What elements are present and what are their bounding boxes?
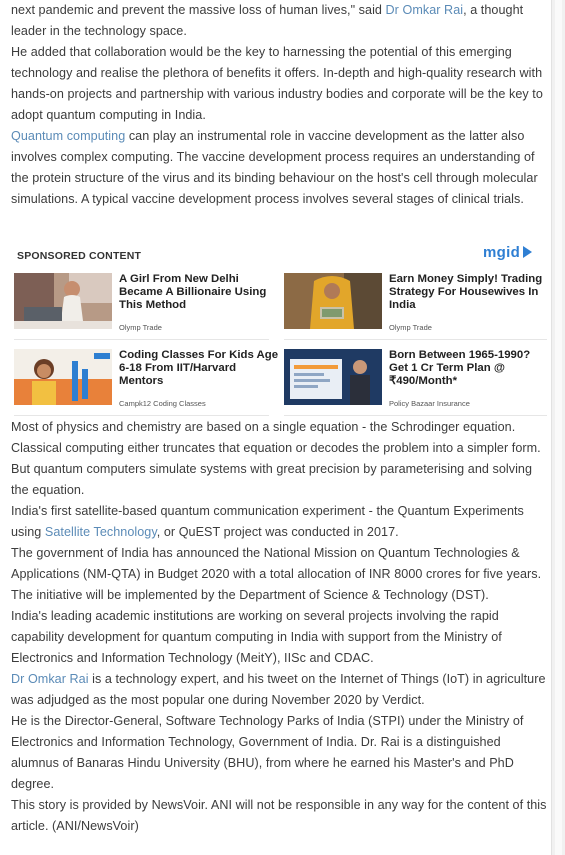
divider (14, 415, 269, 416)
woman-laptop-thumbnail (14, 273, 112, 329)
omkar-rai-link[interactable]: Dr Omkar Rai (11, 672, 89, 686)
kids-coding-thumbnail (14, 349, 112, 405)
paragraph: next pandemic and prevent the massive loss of human lives," said Dr Omkar Rai, a thought leader in the technology space. (11, 3, 524, 38)
paragraph: India's leading academic institutions are working on several projects involving the rapid capability development for quantum computing in India with support from the Ministry of Electronics and Information Technology (MeitY), IISc and CDAC. (11, 609, 502, 665)
paragraph: The government of India has announced the National Mission on Quantum Technologies & Applications (NM-QTA) in Budget 2020 with a total allocation of INR 8000 crores for five years. The initiative will be implemented by the Department of Science & Technology (DST). (11, 546, 542, 602)
sponsored-card[interactable] (284, 349, 549, 413)
card-title[interactable]: Born Between 1965-1990? Get 1 Cr Term Plan @ ₹490/Month* (389, 349, 531, 387)
sponsored-card[interactable] (284, 273, 549, 337)
satellite-technology-link[interactable]: Satellite Technology (44, 525, 157, 539)
sponsored-content (0, 239, 552, 412)
paragraph: This story is provided by NewsVoir. ANI will not be responsible in any way for the content of this article. (ANI/NewsVoir) (11, 798, 547, 833)
quantum-computing-link[interactable]: Quantum computing (11, 129, 126, 143)
card-source: Olymp Trade (389, 323, 432, 332)
sponsored-label: SPONSORED CONTENT (17, 250, 142, 262)
card-source: Olymp Trade (119, 323, 162, 332)
paragraph: Dr Omkar Rai is a technology expert, and his tweet on the Internet of Things (IoT) in agriculture was adjudged as the most popular one during November 2020 by Verdict. (11, 672, 546, 707)
play-icon (523, 246, 532, 258)
article-body-bottom (0, 417, 551, 837)
divider (284, 339, 547, 340)
scrollbar-thumb[interactable] (555, 0, 562, 855)
card-title[interactable]: A Girl From New Delhi Became A Billionaire Using This Method (119, 273, 267, 311)
woman-money-thumbnail (284, 273, 382, 329)
paragraph: He is the Director-General, Software Technology Parks of India (STPI) under the Ministry of Electronics and Information Technology, Government of India. Dr. Rai is a distinguished alumnus of Banaras Hindu University (BHU), from where he earned his Master's and PhD degree. (11, 714, 524, 791)
card-title[interactable]: Coding Classes For Kids Age 6-18 From IIT/Harvard Mentors (119, 349, 279, 387)
scrollbar[interactable] (551, 0, 565, 855)
divider (284, 415, 547, 416)
paragraph: He added that collaboration would be the key to harnessing the potential of this emerging technology and realise the plethora of benefits it offers. In-depth and high-quality research with hands-on projects and partnership with various industry bodies and corporate will be the key to adopt quantum computing in India. (11, 45, 543, 122)
card-title[interactable]: Earn Money Simply! Trading Strategy For Housewives In India (389, 273, 543, 311)
mgid-logo[interactable]: mgid (483, 244, 532, 261)
paragraph: Quantum computing can play an instrumental role in vaccine development as the latter also involves complex computing. The vaccine development process requires an understanding of the protein structure of the virus and its binding behaviour on the host's cell through molecular simulations. A typical vaccine development process involves several stages of clinical trials. (11, 129, 538, 206)
sponsored-card[interactable] (14, 273, 279, 337)
card-source: Campk12 Coding Classes (119, 399, 206, 408)
omkar-rai-link[interactable]: Dr Omkar Rai (385, 3, 464, 17)
article-body-top (0, 0, 551, 210)
term-plan-thumbnail (284, 349, 382, 405)
sponsored-card[interactable] (14, 349, 279, 413)
paragraph: India's first satellite-based quantum communication experiment - the Quantum Experiments using Satellite Technology, or QuEST project was conducted in 2017. (11, 504, 524, 539)
divider (14, 339, 269, 340)
paragraph: Most of physics and chemistry are based on a single equation - the Schrodinger equation. Classical computing either truncates that equation or decodes the problem into a simpler form. But quantum computers simulate systems with great precision by parameterising and solving the equation. (11, 420, 541, 497)
card-source: Policy Bazaar Insurance (389, 399, 470, 408)
